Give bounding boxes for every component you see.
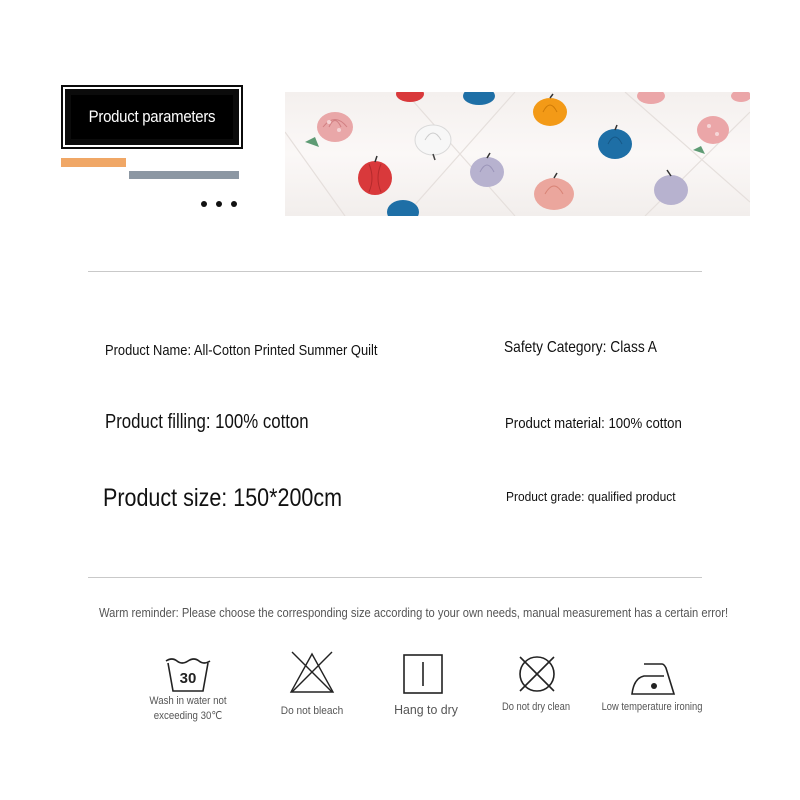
product-grade: Product grade: qualified product — [506, 489, 676, 504]
badge-inner — [71, 95, 233, 139]
dry-clean-label: Do not dry clean — [501, 701, 571, 713]
pumpkin-white — [415, 125, 451, 160]
safety-category: Safety Category: Class A — [504, 339, 657, 356]
wash-label: Wash in water not exceeding 30℃ — [149, 695, 227, 722]
low-iron-icon — [630, 658, 676, 696]
pumpkin-blue-bottom — [387, 200, 419, 216]
pumpkin-orange — [533, 94, 567, 126]
wash-temp: 30 — [179, 670, 197, 687]
pumpkin-pink-1 — [305, 112, 353, 147]
pumpkin-red — [358, 156, 392, 195]
bleach-label: Do not bleach — [280, 705, 344, 717]
warm-reminder: Warm reminder: Please choose the corresponding size according to your own needs, manual measurement has a certain error! — [99, 605, 729, 620]
badge-label: Product parameters — [88, 107, 216, 126]
pumpkin-print-svg — [285, 92, 750, 216]
ellipsis-icon — [198, 194, 240, 214]
accent-bar-orange — [61, 158, 126, 167]
product-filling: Product filling: 100% cotton — [105, 411, 309, 433]
wash-30-icon — [164, 655, 212, 693]
hang-dry-icon — [403, 654, 443, 694]
fabric-pattern-image — [285, 92, 750, 216]
pumpkin-lavender — [470, 153, 504, 187]
product-material: Product material: 100% cotton — [505, 415, 682, 432]
product-name: Product Name: All-Cotton Printed Summer Quilt — [105, 342, 378, 359]
divider-bottom — [88, 577, 702, 578]
divider-top — [88, 271, 702, 272]
product-size: Product size: 150*200cm — [103, 484, 343, 512]
no-bleach-icon — [288, 650, 336, 694]
dry-label: Hang to dry — [394, 702, 458, 717]
pumpkin-pink-3 — [693, 116, 729, 154]
pumpkin-lavender-right — [654, 170, 688, 205]
iron-label: Low temperature ironing — [601, 701, 703, 713]
pumpkin-blue-right — [598, 125, 632, 159]
product-parameters-badge — [63, 87, 241, 147]
accent-bar-gray — [129, 171, 239, 179]
pumpkin-pink-2 — [534, 173, 574, 210]
no-dry-clean-icon — [517, 654, 557, 694]
